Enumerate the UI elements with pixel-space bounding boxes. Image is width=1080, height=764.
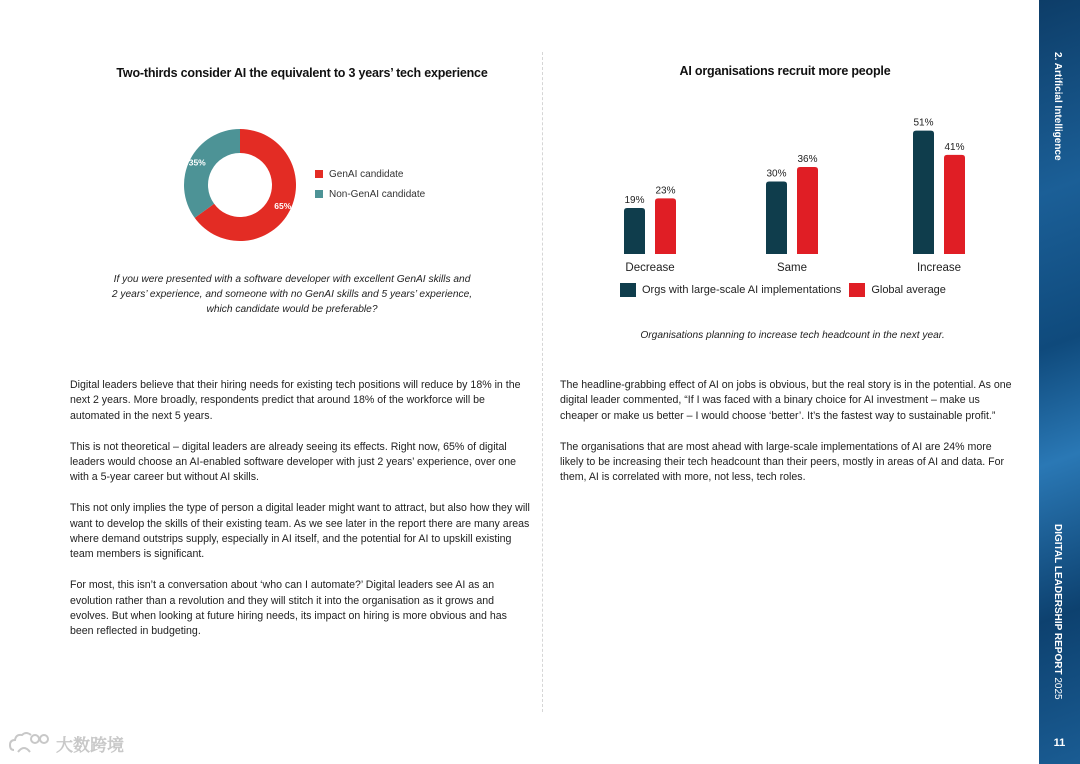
legend-item-non-genai bbox=[315, 184, 425, 204]
donut-chart bbox=[180, 125, 300, 245]
legend-swatch-non-genai bbox=[315, 190, 323, 198]
bar-same-global bbox=[797, 167, 818, 254]
bar-increase-ai-orgs bbox=[913, 131, 934, 254]
body-text-right bbox=[560, 378, 1015, 501]
report-label bbox=[1052, 524, 1063, 700]
section-label: 2. Artificial Intelligence bbox=[1052, 52, 1063, 161]
body-paragraph: Digital leaders believe that their hiring needs for existing tech positions will reduce by 18% in the next 2 years. More broadly, respondents predict that around 18% of the workforce will be automated in the next 5 years. bbox=[70, 379, 521, 422]
bar-legend-label-global: Global average bbox=[871, 284, 946, 296]
report-year: 2025 bbox=[1052, 677, 1063, 700]
donut-caption bbox=[60, 272, 524, 317]
bar-legend bbox=[620, 283, 954, 297]
page-number: 11 bbox=[1053, 737, 1066, 749]
bar-value-label: 41% bbox=[944, 141, 965, 153]
bar-caption: Organisations planning to increase tech headcount in the next year. bbox=[640, 330, 945, 341]
donut-slice-non-genai bbox=[184, 129, 240, 218]
bar-same-ai-orgs bbox=[766, 181, 787, 254]
donut-legend bbox=[315, 164, 425, 204]
donut-slice-label-genai: 65% bbox=[274, 201, 292, 212]
bar-decrease-global bbox=[655, 198, 676, 254]
legend-swatch-genai bbox=[315, 170, 323, 178]
cloud-logo-icon bbox=[8, 730, 52, 756]
bar-value-label: 23% bbox=[655, 185, 676, 197]
body-paragraph: The headline-grabbing effect of AI on jobs is obvious, but the real story is in the potential. As one digital leader commented, “If I was faced with a binary choice for AI investment – make us cheaper or make us better – I would choose ‘better’. It’s the fastest way to sustainable profit.” bbox=[560, 379, 1012, 422]
watermark-text: 大数跨境 bbox=[56, 735, 124, 755]
bar-legend-swatch-ai-orgs bbox=[620, 283, 636, 297]
body-paragraph: The organisations that are most ahead with large-scale implementations of AI are 24% more likely to be increasing their tech headcount than their peers, mostly in areas of AI and data. For them, AI is correlated with more, not less, tech roles. bbox=[560, 440, 1005, 484]
bar-legend-swatch-global bbox=[849, 283, 865, 297]
bar-legend-item-global bbox=[849, 283, 946, 297]
body-paragraph: This is not theoretical – digital leaders are already seeing its effects. Right now, 65% of digital leaders would choose an AI-enabled software developer with just 2 years’ experience, over one with a 5-year career but without AI skills. bbox=[70, 440, 516, 484]
bar-legend-label-ai-orgs: Orgs with large-scale AI implementations bbox=[642, 284, 842, 296]
report-title: DIGITAL LEADERSHIP REPORT bbox=[1052, 524, 1063, 675]
donut-caption-line: which candidate would be preferable? bbox=[206, 304, 378, 315]
bar-value-label: 30% bbox=[766, 168, 787, 180]
body-paragraph: This not only implies the type of person a digital leader might want to attract, but also how they will want to develop the skills of their existing team. As we see later in the report there are many areas where demand outstrips supply, especially in AI itself, and the potential for AI to upskill existing team members is significant. bbox=[70, 502, 530, 561]
body-paragraph: For most, this isn’t a conversation about ‘who can I automate?’ Digital leaders see AI as an evolution rather than a revolution and they will stitch it into the organisation as it grows and evolves. But when looking at future hiring needs, its impact on hiring is more obvious and has been reflected in budgeting. bbox=[70, 579, 507, 638]
body-text-left bbox=[70, 378, 532, 655]
bar-category-label-same: Same bbox=[776, 262, 808, 274]
watermark bbox=[8, 730, 124, 756]
bar-increase-global bbox=[944, 155, 965, 254]
donut-caption-line: 2 years’ experience, and someone with no GenAI skills and 5 years’ experience, bbox=[111, 289, 473, 300]
donut-chart-title: Two-thirds consider AI the equivalent to 3 years’ tech experience bbox=[116, 66, 488, 80]
column-divider bbox=[542, 52, 543, 712]
legend-label-non-genai: Non-GenAI candidate bbox=[329, 188, 426, 200]
donut-slice-label-non-genai: 35% bbox=[188, 157, 206, 168]
bar-value-label: 36% bbox=[797, 153, 818, 165]
bar-chart bbox=[600, 100, 1000, 280]
bar-value-label: 51% bbox=[913, 117, 934, 129]
bar-value-label: 19% bbox=[624, 195, 645, 207]
bar-category-label-decrease: Decrease bbox=[625, 262, 675, 274]
bar-category-label-increase: Increase bbox=[916, 262, 962, 274]
donut-caption-line: If you were presented with a software developer with excellent GenAI skills and bbox=[113, 274, 471, 285]
bar-decrease-ai-orgs bbox=[624, 208, 645, 254]
legend-label-genai: GenAI candidate bbox=[329, 168, 404, 180]
bar-legend-item-ai-orgs bbox=[620, 283, 841, 297]
legend-item-genai bbox=[315, 164, 425, 184]
bar-chart-title: AI organisations recruit more people bbox=[679, 64, 891, 78]
